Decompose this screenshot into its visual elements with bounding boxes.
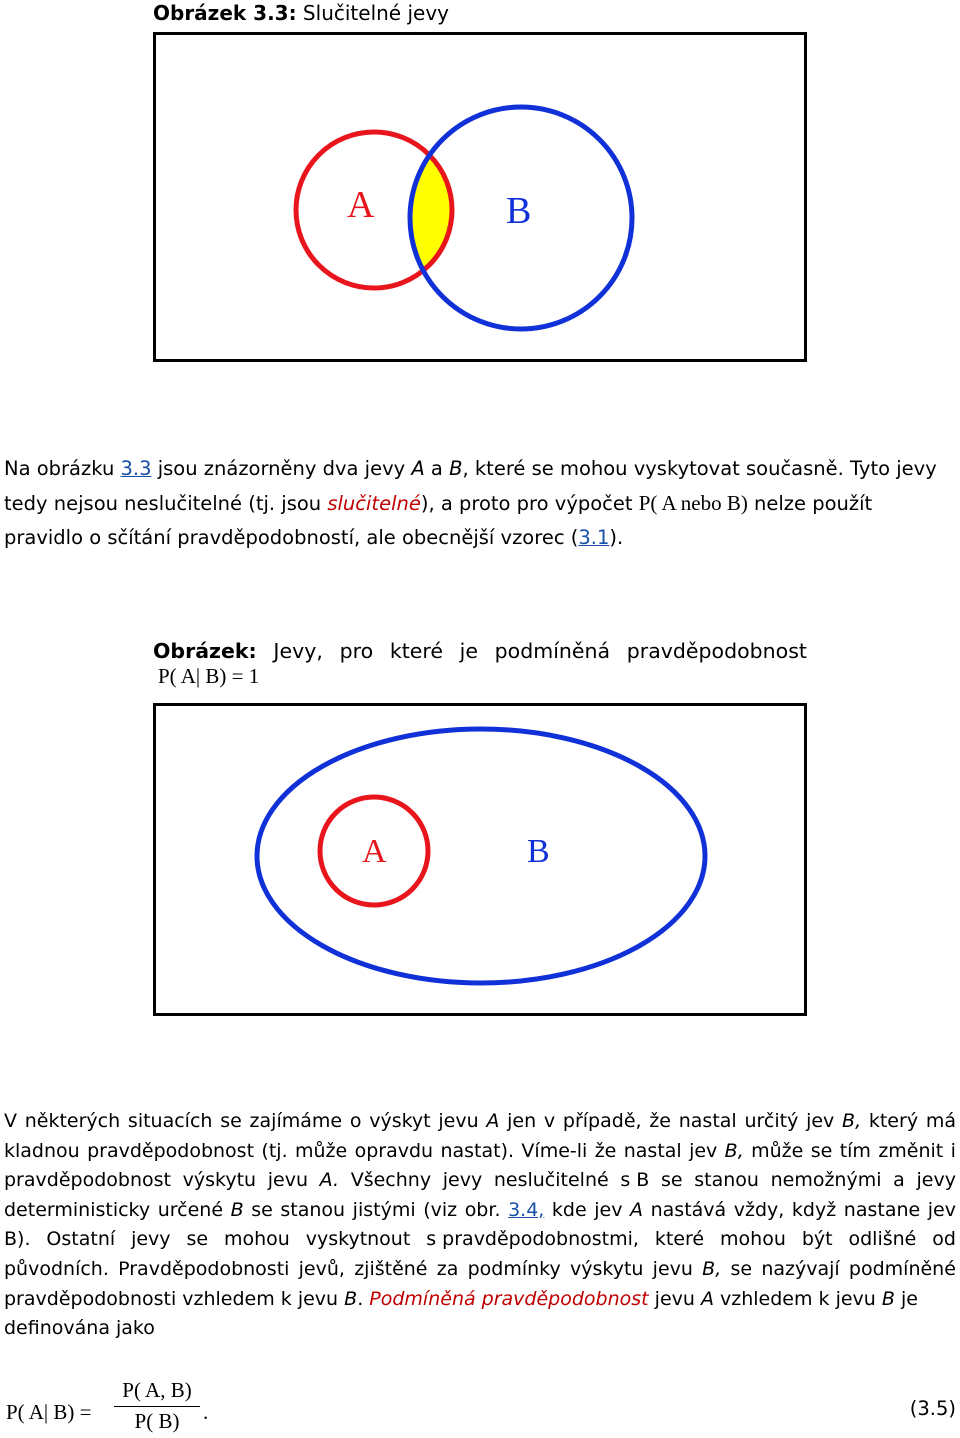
paragraph-1-line-3: pravidlo o sčítání pravděpodobností, ale obecnější vzorec (3.1). <box>4 526 624 549</box>
formula-lhs: P( A| B) = <box>6 1400 92 1424</box>
paragraph-2-line-8: definována jako <box>4 1317 155 1340</box>
figure2-caption-formula: P( A| B) = 1 <box>158 664 260 688</box>
ellipse-b <box>257 729 705 983</box>
figure2-caption-label: Obrázek: <box>153 639 257 663</box>
paragraph-2-line-4: deterministicky určené B se stanou jistými (viz obr. 3.4, kde jev A nastává vždy, když nastane jev <box>4 1196 956 1226</box>
formula-period: . <box>203 1400 209 1424</box>
paragraph-2-line-7: pravděpodobnosti vzhledem k jevu B. Podmíněná pravděpodobnost jevu A vzhledem k jevu B je <box>4 1287 918 1310</box>
label-a: A <box>362 833 387 870</box>
paragraph-1-line-2: tedy nejsou neslučitelné (tj. jsou slučitelné), a proto pro výpočet P( A nebo B) nelze použít <box>4 491 873 515</box>
figure1-caption-text: Slučitelné jevy <box>296 1 449 25</box>
figure1-caption <box>153 0 449 26</box>
fraction-bar <box>114 1406 200 1407</box>
formula-conditional-probability <box>6 1378 306 1438</box>
paragraph-1 <box>4 452 956 555</box>
venn-diagram-subset <box>153 703 807 1016</box>
venn-diagram-compatible-events <box>153 32 807 362</box>
equation-number: (3.5) <box>909 1397 956 1420</box>
inline-formula-p-a-or-b: P( A nebo B) <box>638 491 748 515</box>
paragraph-2 <box>4 1107 956 1344</box>
label-b: B <box>527 833 550 870</box>
figure-reference-link-3-4[interactable]: 3.4, <box>508 1198 545 1221</box>
paragraph-2-line-6: původních. Pravděpodobnosti jevů, zjištěné za podmínky výskytu jevu B, se nazývají podmíněné <box>4 1257 956 1280</box>
paragraph-2-line-5: B). Ostatní jevy se mohou vyskytnout s pravděpodobnostmi, které mohou být odlišné od <box>4 1228 956 1251</box>
label-a: A <box>347 184 375 226</box>
figure-reference-link[interactable]: 3.3 <box>120 457 152 480</box>
formula-numerator: P( A, B) <box>122 1378 192 1402</box>
figure2-caption: Obrázek: Jevy, pro které je podmíněná pravděpodobnost <box>153 636 807 666</box>
label-b: B <box>506 190 532 232</box>
paragraph-1-line-1: Na obrázku 3.3 jsou znázorněny dva jevy A a B, které se mohou vyskytovat současně. Tyto jevy <box>4 457 937 480</box>
term-conditional-probability: Podmíněná pravděpodobnost <box>369 1287 649 1310</box>
paragraph-2-line-3: pravděpodobnost výskytu jevu A. Všechny jevy neslučitelné s B se stanou nemožnými a jevy <box>4 1169 956 1192</box>
paragraph-2-line-2: kladnou pravděpodobnost (tj. může opravdu nastat). Víme-li že nastal jev B, může se tím změnit i <box>4 1139 956 1162</box>
term-compatible: slučitelné <box>327 492 421 515</box>
figure1-caption-label: Obrázek 3.3: <box>153 1 297 25</box>
formula-denominator: P( B) <box>134 1409 180 1433</box>
paragraph-2-line-1: V některých situacích se zajímáme o výskyt jevu A jen v případě, že nastal určitý jev B, který má <box>4 1110 956 1132</box>
formula-reference-link[interactable]: 3.1 <box>578 526 610 549</box>
formula-fraction <box>114 1378 200 1434</box>
